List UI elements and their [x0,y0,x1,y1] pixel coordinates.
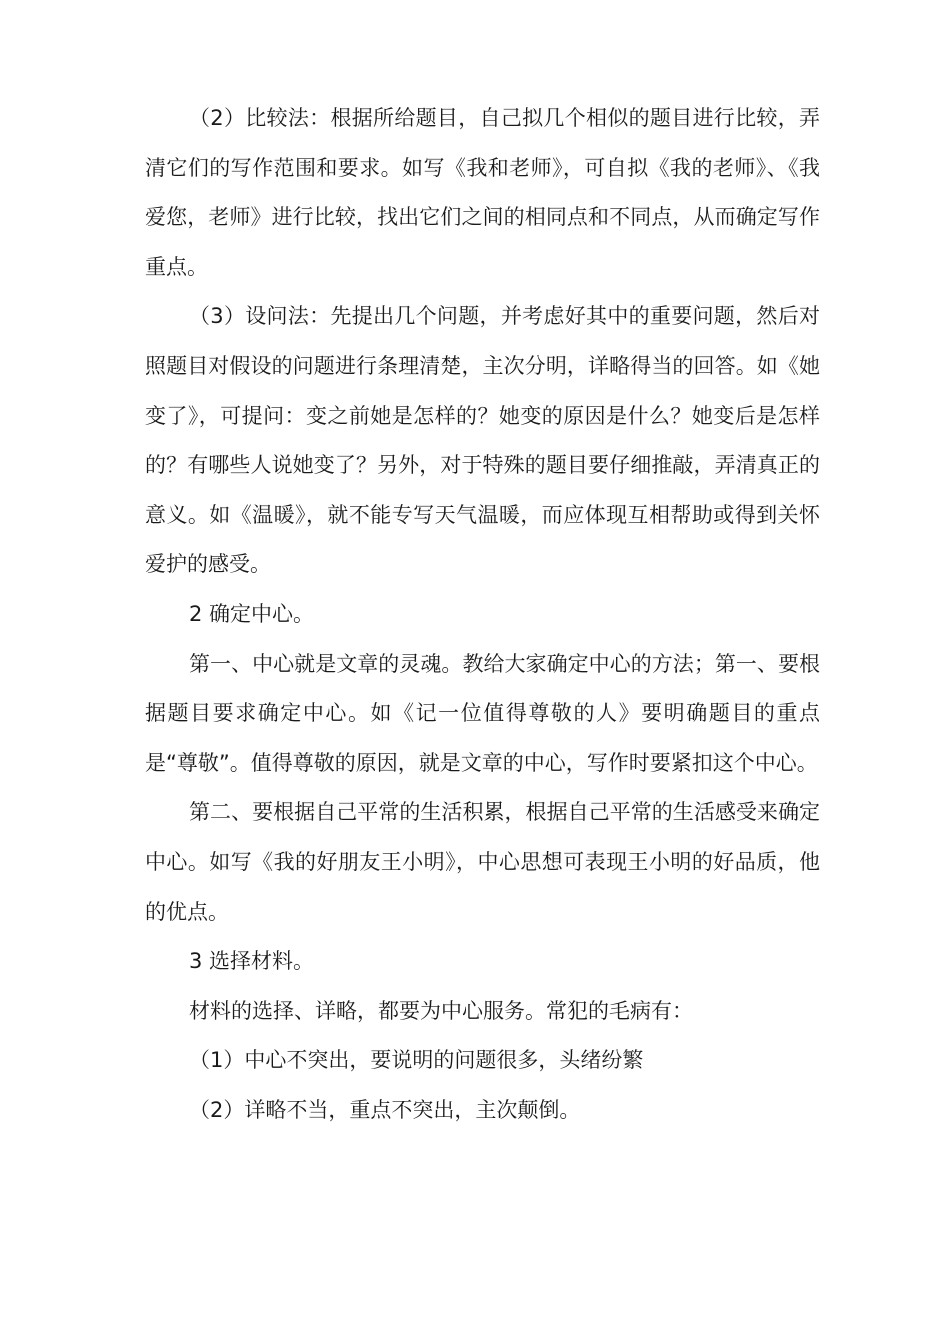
paragraph-comparison-method: （2）比较法：根据所给题目，自己拟几个相似的题目进行比较，弄清它们的写作范围和要求。如写《我和老师》，可自拟《我的老师》、《我爱您，老师》进行比较，找出它们之间的相同点和不同点，从而确定写作重点。 [145,106,820,279]
paragraph-center-first: 第一、中心就是文章的灵魂。教给大家确定中心的方法；第一、要根据题目要求确定中心。如《记一位值得尊敬的人》要明确题目的重点是“尊敬”。值得尊敬的原因，就是文章的中心，写作时要紧扣这个中心。 [145,651,820,775]
list-item-problem-1: （1）中心不突出，要说明的问题很多，头绪纷繁 [189,1048,644,1073]
document-body [145,94,820,1135]
heading-select-material: 3 选择材料。 [189,949,315,974]
list-item-problem-2: （2）详略不当，重点不突出，主次颠倒。 [189,1097,581,1122]
paragraph-material-selection: 材料的选择、详略，都要为中心服务。常犯的毛病有： [189,998,693,1023]
paragraph-question-method: （3）设问法：先提出几个问题，并考虑好其中的重要问题，然后对照题目对假设的问题进行条理清楚，主次分明，详略得当的回答。如《她变了》，可提问：变之前她是怎样的？她变的原因是什么？她变后是怎样的？有哪些人说她变了？另外，对于特殊的题目要仔细推敲，弄清真正的意义。如《温暖》，就不能专写天气温暖，而应体现互相帮助或得到关怀爱护的感受。 [145,304,820,577]
paragraph-center-second: 第二、要根据自己平常的生活积累，根据自己平常的生活感受来确定中心。如写《我的好朋友王小明》，中心思想可表现王小明的好品质，他的优点。 [145,800,820,924]
heading-determine-center: 2 确定中心。 [189,601,315,626]
